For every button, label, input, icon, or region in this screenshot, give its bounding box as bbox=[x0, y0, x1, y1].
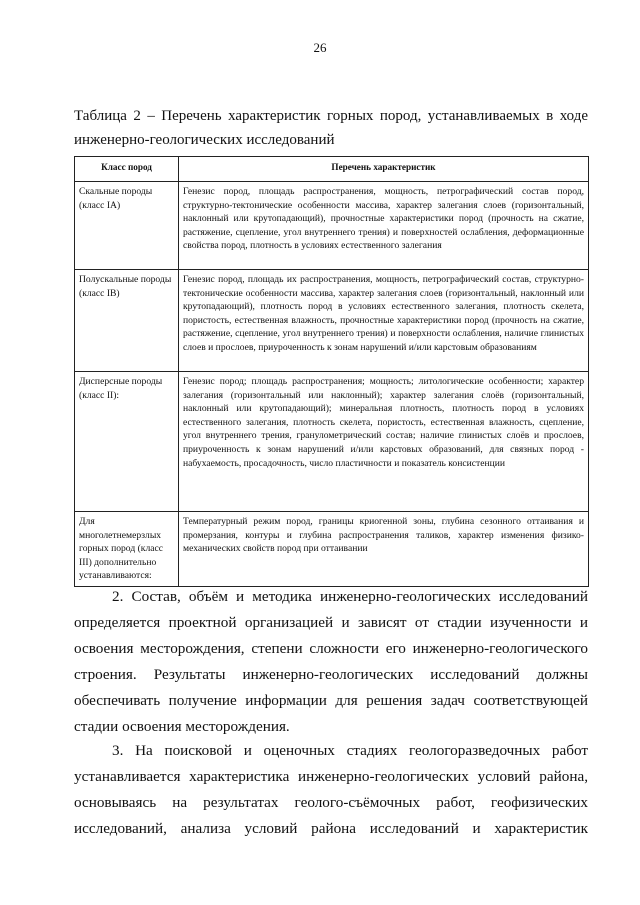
table-header-row bbox=[75, 157, 589, 182]
paragraph-3: 3. На поисковой и оценочных стадиях геологоразведочных работ устанавливается характеристика инженерно-геологических условий района, основываясь на результатах геолого-съёмочных работ, геофизических исследований, анализа условий района исследований и характеристик bbox=[74, 742, 588, 837]
page-number: 26 bbox=[313, 40, 327, 55]
header-characteristics-list: Перечень характеристик bbox=[179, 157, 589, 182]
table-row bbox=[75, 512, 589, 587]
table-row bbox=[75, 372, 589, 512]
header-rock-class: Класс пород bbox=[75, 157, 179, 182]
rock-class-cell: Скальные породы (класс IA) bbox=[75, 182, 179, 270]
table-row bbox=[75, 182, 589, 270]
rock-characteristics-table bbox=[74, 156, 589, 587]
characteristics-cell: Генезис пород, площадь распространения, мощность, петрографический состав пород, структурно-тектонические особенности массива, характер залегания слоев (горизонтальный, наклонный или крутопадающий), прочностные характеристики пород (прочность на сжатие, растяжение, сцепление, угол внутреннего трения) и поверхностей ослабления, деформационные свойства пород, плотность в условиях естественного залегания bbox=[179, 182, 589, 270]
rock-class-cell: Дисперсные породы (класс II): bbox=[75, 372, 179, 512]
table-row bbox=[75, 270, 589, 372]
rock-class-cell: Для многолетнемерзлых горных пород (класс III) дополнительно устанавливаются: bbox=[75, 512, 179, 587]
characteristics-cell: Генезис пород, площадь их распространения, мощность, петрографический состав, структурно-тектонические особенности массива, характер залегания слоев (горизонтальный, наклонный или крутопадающий), плотность пород в условиях естественного залегания, плотность скелета, пористость, естественная влажность, прочностные характеристики пород (прочность на сжатие, растяжение, сцепление, угол внутреннего трения) и поверхности ослабления, наличие глинистых слоев и прослоев, приуроченность к зонам нарушений и/или карстовым образованиям bbox=[179, 270, 589, 372]
characteristics-cell: Генезис пород; площадь распространения; мощность; литологические особенности; характер залегания (горизонтальный или наклонный); характер залегания слоёв (горизонтальный, наклонный или крутопадающий); минеральная плотность, плотность пород в условиях естественного залегания, плотность скелета, пористость, естественная влажность, сцепление, угол внутреннего трения, гранулометрический состав; наличие глинистых слоёв и прослоев, приуроченность к зонам нарушений и/или карстовых образований, для связных пород - набухаемость, просадочность, число пластичности и показатель консистенции bbox=[179, 372, 589, 512]
rock-class-cell: Полускальные породы (класс IB) bbox=[75, 270, 179, 372]
characteristics-cell: Температурный режим пород, границы криогенной зоны, глубина сезонного оттаивания и промерзания, контуры и глубина распространения таликов, характер изменения физико-механических свойств пород при оттаивании bbox=[179, 512, 589, 587]
table-caption: Таблица 2 – Перечень характеристик горных пород, устанавливаемых в ходе инженерно-геологических исследований bbox=[74, 108, 588, 148]
paragraph-2: 2. Состав, объём и методика инженерно-геологических исследований определяется проектной организацией и зависят от стадии изученности и освоения месторождения, степени сложности его инженерно-геологического строения. Результаты инженерно-геологических исследований должны обеспечивать получение информации для решения задач соответствующей стадии освоения месторождения. bbox=[74, 588, 588, 735]
